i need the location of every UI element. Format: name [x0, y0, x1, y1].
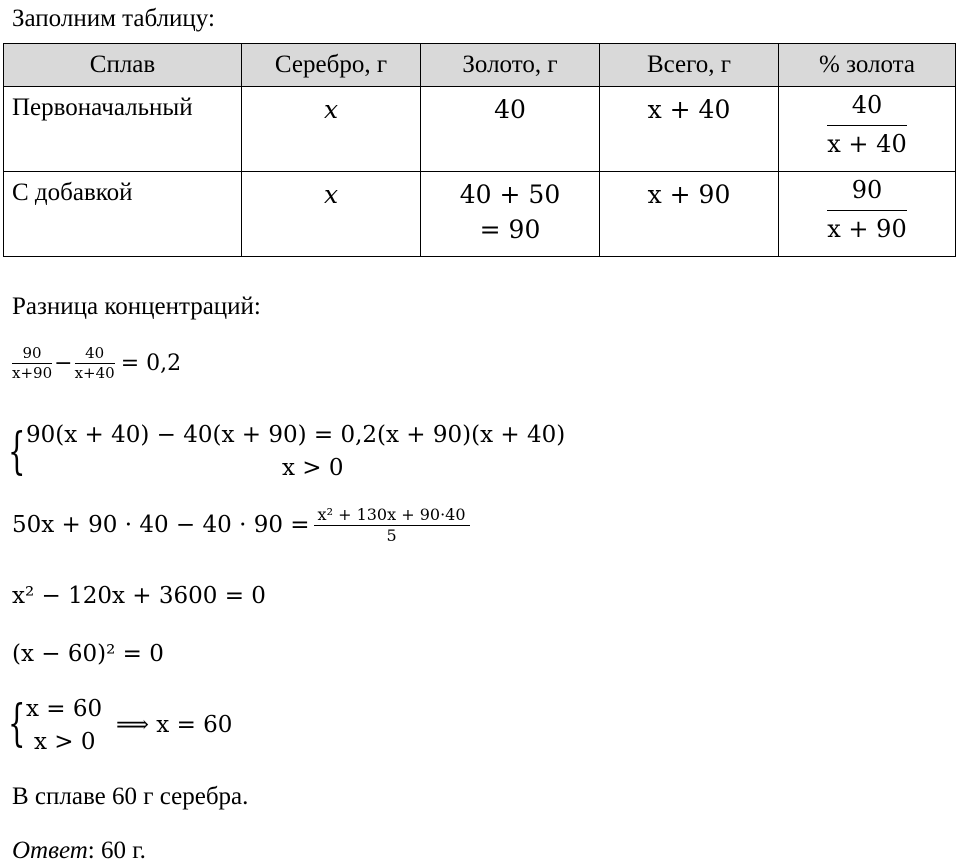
cell-gold-line1: 40 + 50	[459, 180, 561, 209]
percent-fraction	[827, 91, 906, 158]
cell-gold-percent	[779, 87, 956, 172]
equation-quadratic: x² − 120x + 3600 = 0	[12, 583, 266, 609]
cell-alloy-name: Первоначальный	[4, 87, 242, 172]
percent-fraction	[827, 176, 906, 243]
intro-text: Заполним таблицу:	[12, 5, 215, 32]
system2-result: ⟹ x = 60	[116, 712, 233, 738]
fraction-numerator: 40	[851, 91, 883, 119]
answer-label: Ответ	[12, 837, 88, 864]
answer-line	[12, 838, 146, 863]
fraction-rhs	[314, 507, 470, 544]
system2-line1: x = 60	[26, 696, 103, 722]
minus-sign: −	[54, 350, 73, 376]
table-row	[4, 87, 956, 172]
fraction-denominator: x+40	[74, 364, 115, 382]
system1-line2: x > 0	[282, 455, 344, 481]
fraction-denominator: x + 40	[827, 130, 907, 158]
system1-line1: 90(x + 40) − 40(x + 90) = 0,2(x + 90)(x + 40)	[26, 422, 566, 448]
equation-difference	[12, 346, 181, 381]
cell-gold-line2: = 90	[479, 215, 541, 244]
equation-lhs: 50x + 90 · 40 − 40 · 90 =	[12, 512, 310, 538]
header-gold: Золото, г	[421, 44, 600, 87]
system-brace-icon: {	[8, 422, 26, 480]
cell-gold	[421, 87, 600, 172]
equation-rhs: = 0,2	[120, 350, 182, 376]
cell-total: x + 40	[600, 87, 779, 172]
header-total: Всего, г	[600, 44, 779, 87]
header-alloy: Сплав	[4, 44, 242, 87]
table-header-row	[4, 44, 956, 87]
data-table	[3, 43, 956, 257]
system2-line2: x > 0	[34, 729, 96, 755]
answer-value: : 60 г.	[87, 837, 146, 864]
fraction-numerator: 40	[85, 344, 105, 362]
table-row	[4, 172, 956, 257]
cell-total: x + 90	[600, 172, 779, 257]
fraction-numerator: 90	[851, 176, 883, 204]
fraction-numerator: x² + 130x + 90·40	[317, 505, 466, 524]
fraction-1	[12, 346, 52, 381]
fraction-denominator: x + 90	[827, 215, 907, 243]
equation-square: (x − 60)² = 0	[12, 641, 164, 667]
cell-gold	[421, 172, 600, 257]
diff-heading: Разница концентраций:	[12, 293, 261, 320]
fraction-denominator: x+90	[12, 364, 53, 382]
fraction-denominator: 5	[386, 526, 397, 545]
header-silver: Серебро, г	[242, 44, 421, 87]
fraction-2	[75, 346, 115, 381]
system-brace-icon: {	[8, 694, 26, 752]
fraction-numerator: 90	[22, 344, 42, 362]
cell-silver: x	[242, 87, 421, 172]
cell-gold-percent	[779, 172, 956, 257]
cell-silver: x	[242, 172, 421, 257]
equation-expanded	[12, 507, 470, 544]
conclusion-text: В сплаве 60 г серебра.	[12, 783, 249, 810]
header-gold-percent: % золота	[779, 44, 956, 87]
cell-gold-line1: 40	[494, 95, 526, 124]
cell-alloy-name: С добавкой	[4, 172, 242, 257]
